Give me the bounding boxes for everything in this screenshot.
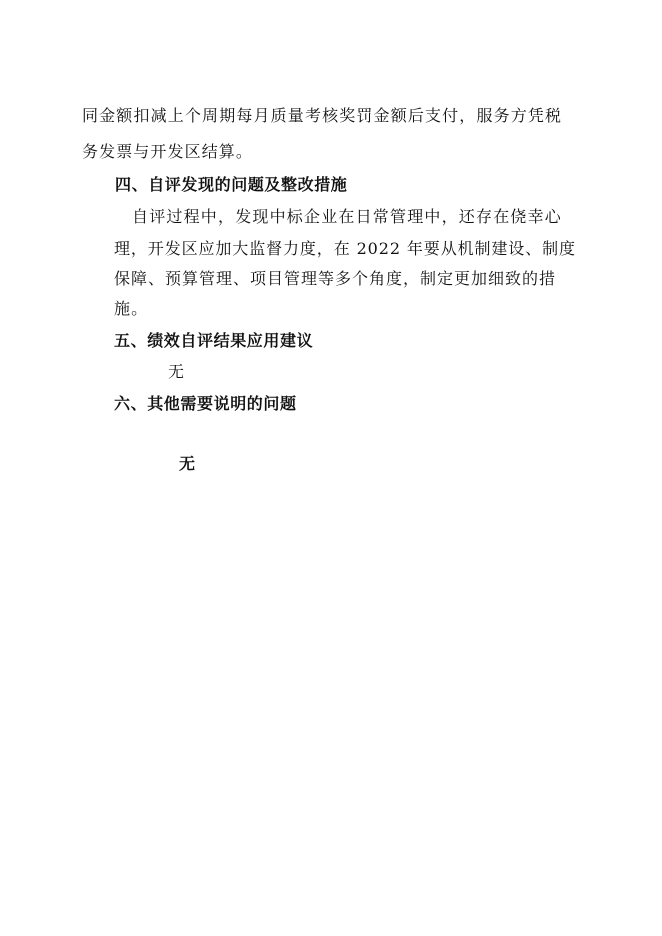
section-4-paragraph-line-2: 理，开发区应加大监督力度，在 2022 年要从机制建设、制度 xyxy=(114,239,576,258)
section-5-content: 无 xyxy=(168,362,186,381)
section-4-paragraph-line-3: 保障、预算管理、项目管理等多个角度，制定更加细致的措 xyxy=(114,269,557,288)
section-4-paragraph-line-1: 自评过程中，发现中标企业在日常管理中，还存在侥幸心 xyxy=(132,207,563,226)
section-4-heading: 四、自评发现的问题及整改措施 xyxy=(115,175,348,194)
section-4-paragraph-line-4: 施。 xyxy=(114,299,149,318)
section-5-heading: 五、绩效自评结果应用建议 xyxy=(114,331,314,350)
section-6-content: 无 xyxy=(179,454,196,473)
paragraph-carryover-line-2: 务发票与开发区结算。 xyxy=(82,142,254,161)
paragraph-carryover-line-1: 同金额扣减上个周期每月质量考核奖罚金额后支付，服务方凭税 xyxy=(82,106,563,125)
section-6-heading: 六、其他需要说明的问题 xyxy=(114,394,297,413)
